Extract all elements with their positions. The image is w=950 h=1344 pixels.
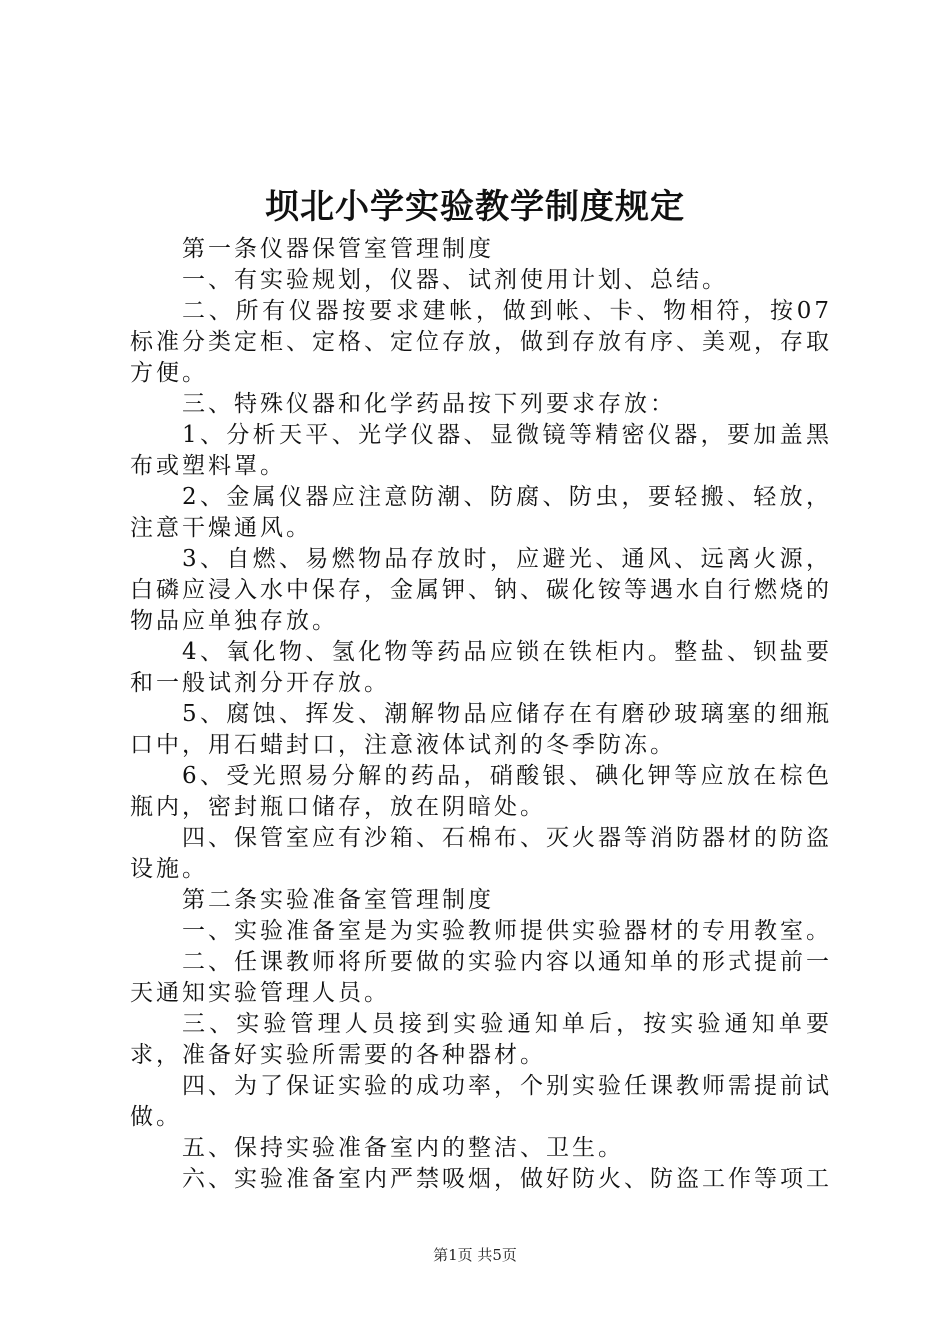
paragraph: 1、分析天平、光学仪器、显微镜等精密仪器，要加盖黑布或塑料罩。: [130, 422, 832, 479]
paragraph: 第一条仪器保管室管理制度: [182, 236, 494, 262]
document-body: [130, 234, 832, 1195]
paragraph: 一、有实验规划，仪器、试剂使用计划、总结。: [182, 267, 728, 293]
paragraph: 六、实验准备室内严禁吸烟，做好防火、防盗工作等项工: [182, 1166, 832, 1192]
paragraph: 二、所有仪器按要求建帐，做到帐、卡、物相符，按07标准分类定柜、定格、定位存放，做到存放有序、美观，存取方便。: [130, 298, 832, 386]
paragraph: 一、实验准备室是为实验教师提供实验器材的专用教室。: [182, 918, 832, 944]
paragraph: 四、保管室应有沙箱、石棉布、灭火器等消防器材的防盗设施。: [130, 825, 832, 882]
paragraph: 二、任课教师将所要做的实验内容以通知单的形式提前一天通知实验管理人员。: [130, 949, 832, 1006]
paragraph: 四、为了保证实验的成功率，个别实验任课教师需提前试做。: [130, 1073, 832, 1130]
paragraph: 第二条实验准备室管理制度: [182, 887, 494, 913]
paragraph: 2、金属仪器应注意防潮、防腐、防虫，要轻搬、轻放，注意干燥通风。: [130, 484, 832, 541]
page-footer: [0, 1244, 950, 1266]
paragraph: 五、保持实验准备室内的整洁、卫生。: [182, 1135, 624, 1161]
paragraph: 6、受光照易分解的药品，硝酸银、碘化钾等应放在棕色瓶内，密封瓶口储存，放在阴暗处。: [130, 763, 832, 820]
paragraph: 3、自燃、易燃物品存放时，应避光、通风、远离火源，白磷应浸入水中保存，金属钾、钠、碳化铵等遇水自行燃烧的物品应单独存放。: [130, 546, 832, 634]
page-number: 第1页: [433, 1246, 473, 1264]
paragraph: 5、腐蚀、挥发、潮解物品应储存在有磨砂玻璃塞的细瓶口中，用石蜡封口，注意液体试剂的冬季防冻。: [130, 701, 832, 758]
document-title: 坝北小学实验教学制度规定: [265, 187, 685, 227]
page-total: 共5页: [477, 1246, 517, 1264]
paragraph: 4、氧化物、氢化物等药品应锁在铁柜内。整盐、钡盐要和一般试剂分开存放。: [130, 639, 832, 696]
paragraph: 三、实验管理人员接到实验通知单后，按实验通知单要求，准备好实验所需要的各种器材。: [130, 1011, 832, 1068]
paragraph: 三、特殊仪器和化学药品按下列要求存放：: [182, 391, 676, 417]
